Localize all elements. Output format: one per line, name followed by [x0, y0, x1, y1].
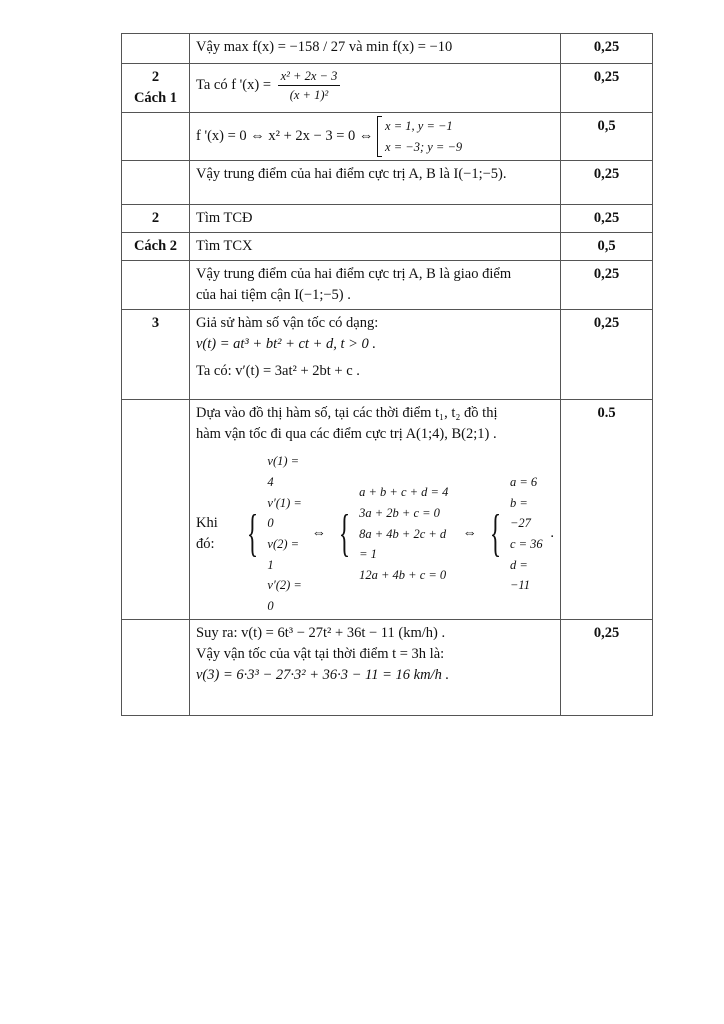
solution-line: Dựa vào đồ thị hàm số, tại các thời điểm t₁, t₂ đồ thị: [196, 405, 498, 422]
khi-do-label: Khi đó:: [196, 514, 218, 552]
table-row: [122, 233, 653, 261]
solution-cell: [190, 233, 561, 261]
solution-line: Vậy trung điểm của hai điểm cực trị A, B là giao điểm: [196, 266, 512, 283]
solution-line: Vậy max f(x) = −158 / 27 và min f(x) = −10: [196, 39, 453, 55]
brace-symbol: {: [247, 504, 259, 562]
solution-line: Tìm TCX: [196, 238, 253, 255]
table-row: [122, 64, 653, 113]
table-row: [122, 620, 653, 716]
iff-symbol: ⇔: [462, 525, 477, 542]
system-line: b = −27: [509, 495, 531, 531]
table-row: [122, 205, 653, 233]
bracket-symbol: [377, 116, 382, 157]
system-2: [332, 482, 456, 585]
question-id: [122, 400, 190, 620]
solution-cell: [190, 64, 561, 113]
system-line: 12a + 4b + c = 0: [359, 567, 447, 582]
table-row: [122, 113, 653, 161]
question-id: [122, 64, 190, 113]
table-row: [122, 34, 653, 64]
score-cell: 0,25: [561, 310, 653, 400]
period: .: [550, 525, 554, 542]
solution-cell: [190, 205, 561, 233]
derivative-fraction: [278, 67, 341, 104]
solution-line: Tìm TCĐ: [196, 210, 253, 227]
system-3: [483, 472, 546, 596]
score-cell: 0.5: [561, 400, 653, 620]
table-row: [122, 161, 653, 205]
solution-line: Ta có f '(x) =: [196, 76, 271, 93]
solution-cell: [190, 113, 561, 161]
solution-line: f '(x) = 0 ⇔ x² + 2x − 3 = 0 ⇔: [196, 128, 374, 145]
system-line: a + b + c + d = 4: [359, 485, 449, 500]
brace-symbol: {: [489, 504, 502, 562]
solution-cell: [190, 400, 561, 620]
solution-line: Vậy trung điểm của hai điểm cực trị A, B là I(−1;−5).: [196, 166, 507, 183]
question-id: [122, 205, 190, 233]
method-label: Cách 2: [133, 238, 178, 255]
solution-cell: [190, 310, 561, 400]
answer-table: [121, 33, 653, 716]
case-line: x = −3; y = −9: [385, 139, 463, 154]
brace-symbol: {: [338, 504, 351, 562]
fraction-denominator: (x + 1)²: [289, 88, 329, 103]
solution-line: của hai tiệm cận I(−1;−5) .: [196, 287, 351, 304]
system-line: a = 6: [509, 475, 538, 489]
score-cell: 0,25: [561, 34, 653, 64]
case-line: x = 1, y = −1: [385, 119, 453, 134]
solution-line: hàm vận tốc đi qua các điểm cực trị A(1;4), B(2;1) .: [196, 426, 497, 443]
solution-cell: [190, 34, 561, 64]
score-cell: 0,25: [561, 620, 653, 716]
system-line: c = 36: [509, 536, 543, 551]
system-line: v(1) = 4: [267, 454, 300, 489]
question-id: [122, 261, 190, 310]
question-id: [122, 620, 190, 716]
score-cell: 0,25: [561, 261, 653, 310]
table-row: [122, 400, 653, 620]
solution-line: Vậy vận tốc của vật tại thời điểm t = 3h là:: [196, 646, 445, 663]
solution-cell: [190, 161, 561, 205]
score-cell: 0,25: [561, 205, 653, 233]
system-line: 8a + 4b + 2c + d = 1: [359, 526, 447, 562]
question-id: [122, 34, 190, 64]
question-number: 2: [151, 210, 160, 227]
equation-systems: [196, 451, 554, 616]
score-cell: 0,25: [561, 64, 653, 113]
system-line: v′(2) = 0: [267, 578, 302, 613]
iff-symbol: ⇔: [311, 525, 327, 542]
cases-bracket: [377, 116, 462, 157]
score-cell: 0,5: [561, 233, 653, 261]
system-line: v(2) = 1: [267, 536, 300, 572]
score-cell: 0,5: [561, 113, 653, 161]
system-1: [240, 451, 305, 616]
solution-cell: [190, 620, 561, 716]
question-id: [122, 161, 190, 205]
score-cell: 0,25: [561, 161, 653, 205]
solution-line: v(t) = at³ + bt² + ct + d, t > 0 .: [196, 336, 377, 353]
solution-line: Ta có: v′(t) = 3at² + 2bt + c .: [196, 363, 360, 380]
question-id: [122, 113, 190, 161]
table-row: [122, 310, 653, 400]
solution-line: Suy ra: v(t) = 6t³ − 27t² + 36t − 11 (km/h) .: [196, 625, 446, 642]
question-id: 3: [122, 310, 190, 400]
solution-line: v(3) = 6·3³ − 27·3² + 36·3 − 11 = 16 km/h .: [196, 667, 450, 684]
question-id: [122, 233, 190, 261]
solution-line: Giả sử hàm số vận tốc có dạng:: [196, 315, 379, 332]
table-row: [122, 261, 653, 310]
solution-cell: [190, 261, 561, 310]
method-label: Cách 1: [133, 90, 178, 107]
question-number: 2: [151, 69, 160, 85]
system-line: 3a + 2b + c = 0: [359, 505, 440, 520]
system-line: v′(1) = 0: [267, 495, 302, 531]
system-line: d = −11: [509, 557, 530, 593]
fraction-numerator: x² + 2x − 3: [278, 67, 341, 86]
